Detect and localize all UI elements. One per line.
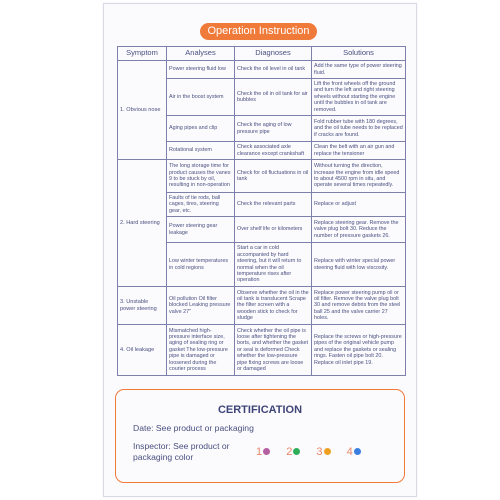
analysis-cell: Aging pipes and clip <box>167 116 235 142</box>
color-dot-icon <box>354 448 361 455</box>
symptom-cell: 1. Obvious nose <box>118 61 167 160</box>
solution-cell: Replace power steering pump oil or oil filter. Remove the valve plug bolt 30 and remove debris from the steel ball 25 and the valve carrier 27 holes. <box>312 287 406 325</box>
solution-cell: Replace the screws or high-pressure pipes of the original vehicle pump and replace the gaskets or sealing rings. Fasten oil pipe bolt 20. Replace oil inlet pipe 19. <box>312 325 406 376</box>
analysis-cell: Oil pollution Oil filter blocked Leaking pressure valve 27" <box>167 287 235 325</box>
table-row <box>118 287 406 325</box>
diagnosis-cell: Start a car in cold accompanied by hard steering, but it will return to normal when the oil temperature rises after operation <box>235 243 312 287</box>
page-title: Operation Instruction <box>200 23 317 40</box>
table-row <box>118 325 406 376</box>
diagnosis-cell: Over shelf life or kilometers <box>235 217 312 243</box>
symptom-cell: 3. Unstable power steering <box>118 287 167 325</box>
diagnosis-cell: Check whether the oil pipe is loose after tightening the borts, and whether the gasket or seal is deformed Check whether the low-pressure pipe fixing screws are loose or damaged <box>235 325 312 376</box>
symptom-cell: 4. Oil leakage <box>118 325 167 376</box>
column-header-symptom: Symptom <box>118 47 167 61</box>
color-number-3: 3 <box>316 446 330 458</box>
table-row <box>118 160 406 193</box>
analysis-cell: Faults of tie rods, ball cages, tires, steering gear, etc. <box>167 193 235 217</box>
analysis-cell: Air in the boost system <box>167 79 235 116</box>
analysis-cell: Rotational system <box>167 142 235 160</box>
color-number-1: 1 <box>256 446 270 458</box>
diagnosis-cell: Check the oil level in oil tank <box>235 61 312 79</box>
solution-cell: Without turning the direction, increase the engine from idle speed to about 4500 rpm in situ, and operate several times repeatedly. <box>312 160 406 193</box>
solution-cell: Replace or adjust <box>312 193 406 217</box>
color-number-2: 2 <box>286 446 300 458</box>
diagnosis-cell: Check for oil fluctuations in oil tank <box>235 160 312 193</box>
analysis-cell: Power steering gear leakage <box>167 217 235 243</box>
diagnosis-cell: Check the oil in oil tank for air bubbles <box>235 79 312 116</box>
certification-date: Date: See product or packaging <box>133 423 254 433</box>
solution-cell: Replace steering gear. Remove the valve plug bolt 30. Reduce the number of pressure gaskets 26. <box>312 217 406 243</box>
symptom-cell: 2. Hard steering <box>118 160 167 287</box>
inspector-color-legend <box>256 446 361 458</box>
diagnosis-cell: Check the aging of low pressure pipe <box>235 116 312 142</box>
column-header-solutions: Solutions <box>312 47 406 61</box>
operation-table <box>117 46 406 376</box>
diagnosis-cell: Check the relevant parts <box>235 193 312 217</box>
solution-cell: Fold rubber tube with 180 degrees, and the oil tube needs to be replaced if cracks are found. <box>312 116 406 142</box>
table-row <box>118 61 406 79</box>
column-header-analyses: Analyses <box>167 47 235 61</box>
diagnosis-cell: Check associated axle clearance except crankshaft <box>235 142 312 160</box>
analysis-cell: Low winter temperatures in cold regions <box>167 243 235 287</box>
table-header-row <box>118 47 406 61</box>
color-number-4: 4 <box>347 446 361 458</box>
instruction-sheet <box>103 3 417 497</box>
color-dot-icon <box>263 448 270 455</box>
analysis-cell: Power steering fluid low <box>167 61 235 79</box>
column-header-diagnoses: Diagnoses <box>235 47 312 61</box>
certification-box <box>115 389 405 483</box>
analysis-cell: Mismatched high-pressure interface size, aging of sealing ring or gasket The low-pressure pipe is damaged or loosened during the courier process <box>167 325 235 376</box>
solution-cell: Clean the belt with an air gun and replace the tensioner <box>312 142 406 160</box>
solution-cell: Add the same type of power steering fluid. <box>312 61 406 79</box>
analysis-cell: The long storage time for product causes the vanes 9 to be stuck by oil, resulting in non-operation <box>167 160 235 193</box>
certification-title: CERTIFICATION <box>217 404 303 416</box>
color-dot-icon <box>324 448 331 455</box>
diagnosis-cell: Observe whether the oil in the oil tank is translucent Scrape the filter screen with a wooden stick to check for sludge <box>235 287 312 325</box>
solution-cell: Lift the front wheels off the ground and turn the left and right steering wheels without starting the engine until the bubbles in oil tank are removed. <box>312 79 406 116</box>
color-dot-icon <box>293 448 300 455</box>
certification-inspector: Inspector: See product or packaging color <box>133 441 230 462</box>
solution-cell: Replace with winter special power steering fluid with low viscosity. <box>312 243 406 287</box>
